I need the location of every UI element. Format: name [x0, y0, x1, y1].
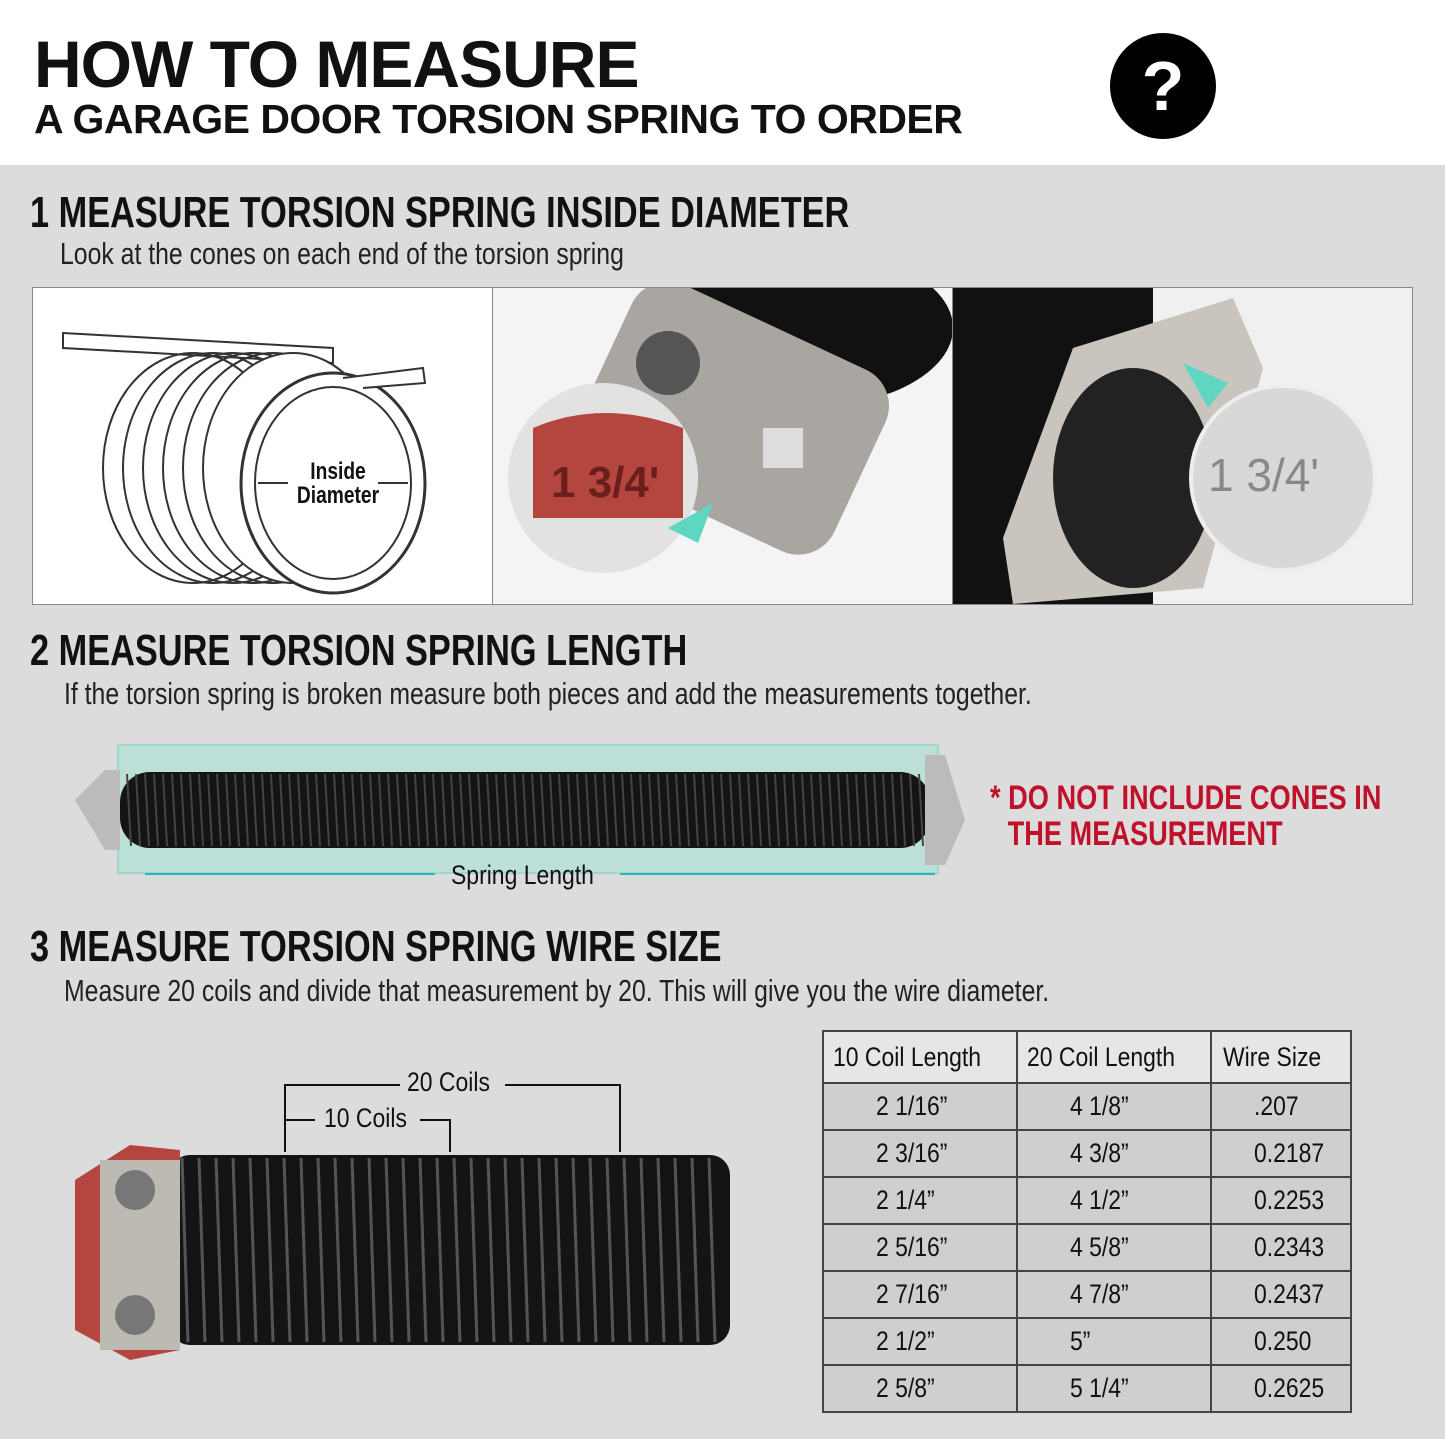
cone-photo-panel-2: [953, 288, 1412, 604]
table-row: [823, 1130, 1351, 1177]
twenty-coils-label: 20 Coils: [407, 1067, 490, 1097]
table-row: [823, 1271, 1351, 1318]
cone-photo-2: [953, 288, 1412, 604]
ten-coils-label: 10 Coils: [324, 1103, 407, 1133]
table-row: [823, 1224, 1351, 1271]
step1-title: 1 MEASURE TORSION SPRING INSIDE DIAMETER: [30, 188, 850, 237]
wire-size-table: [822, 1030, 1352, 1413]
table-cell: 0.250: [1211, 1318, 1351, 1365]
cones-warning: [990, 780, 1381, 852]
spring-length-photo: [65, 740, 975, 880]
cone-photo: [493, 288, 953, 604]
table-row: [823, 1083, 1351, 1130]
table-cell: 5”: [1017, 1318, 1211, 1365]
coil-diagram-panel: [33, 288, 493, 604]
table-row: [823, 1365, 1351, 1412]
step3-title: 3 MEASURE TORSION SPRING WIRE SIZE: [30, 922, 722, 971]
table-cell: 2 5/16”: [823, 1224, 1017, 1271]
coil-diagram: [33, 288, 492, 604]
step2-title: 2 MEASURE TORSION SPRING LENGTH: [30, 626, 688, 675]
table-cell: 2 7/16”: [823, 1271, 1017, 1318]
cone-size-mark-2: 1 3/4': [1208, 449, 1320, 501]
cone-photo-panel: [493, 288, 953, 604]
table-cell: 5 1/4”: [1017, 1365, 1211, 1412]
table-row: [823, 1318, 1351, 1365]
column-header: 10 Coil Length: [823, 1031, 1017, 1083]
cone-size-mark: 1 3/4': [551, 458, 660, 507]
table-cell: .207: [1211, 1083, 1351, 1130]
table-cell: 0.2625: [1211, 1365, 1351, 1412]
table-header-row: [823, 1031, 1351, 1083]
warning-line-1: * DO NOT INCLUDE CONES IN: [990, 779, 1382, 817]
step3-subtitle: Measure 20 coils and divide that measurement by 20. This will give you the wire diameter.: [64, 973, 1050, 1008]
step2-subtitle: If the torsion spring is broken measure both pieces and add the measurements together.: [64, 676, 1032, 711]
question-icon: ?: [1110, 33, 1216, 139]
table-cell: 0.2253: [1211, 1177, 1351, 1224]
table-cell: 4 3/8”: [1017, 1130, 1211, 1177]
page-title: HOW TO MEASURE: [34, 27, 639, 101]
page-subtitle: A GARAGE DOOR TORSION SPRING TO ORDER: [34, 96, 963, 142]
table-cell: 4 7/8”: [1017, 1271, 1211, 1318]
table-cell: 2 1/16”: [823, 1083, 1017, 1130]
table-cell: 0.2437: [1211, 1271, 1351, 1318]
table-cell: 4 1/2”: [1017, 1177, 1211, 1224]
step1-images: [32, 287, 1413, 605]
column-header: Wire Size: [1211, 1031, 1351, 1083]
table-cell: 2 3/16”: [823, 1130, 1017, 1177]
table-cell: 2 1/4”: [823, 1177, 1017, 1224]
column-header: 20 Coil Length: [1017, 1031, 1211, 1083]
warning-line-2: THE MEASUREMENT: [1007, 815, 1283, 853]
table-cell: 2 5/8”: [823, 1365, 1017, 1412]
step1-subtitle: Look at the cones on each end of the torsion spring: [60, 236, 624, 271]
table-cell: 4 5/8”: [1017, 1224, 1211, 1271]
table-cell: 0.2343: [1211, 1224, 1351, 1271]
table-cell: 0.2187: [1211, 1130, 1351, 1177]
table-cell: 2 1/2”: [823, 1318, 1017, 1365]
table-row: [823, 1177, 1351, 1224]
inside-diameter-label: Inside Diameter: [296, 458, 380, 509]
spring-length-label: Spring Length: [451, 860, 594, 890]
table-cell: 4 1/8”: [1017, 1083, 1211, 1130]
